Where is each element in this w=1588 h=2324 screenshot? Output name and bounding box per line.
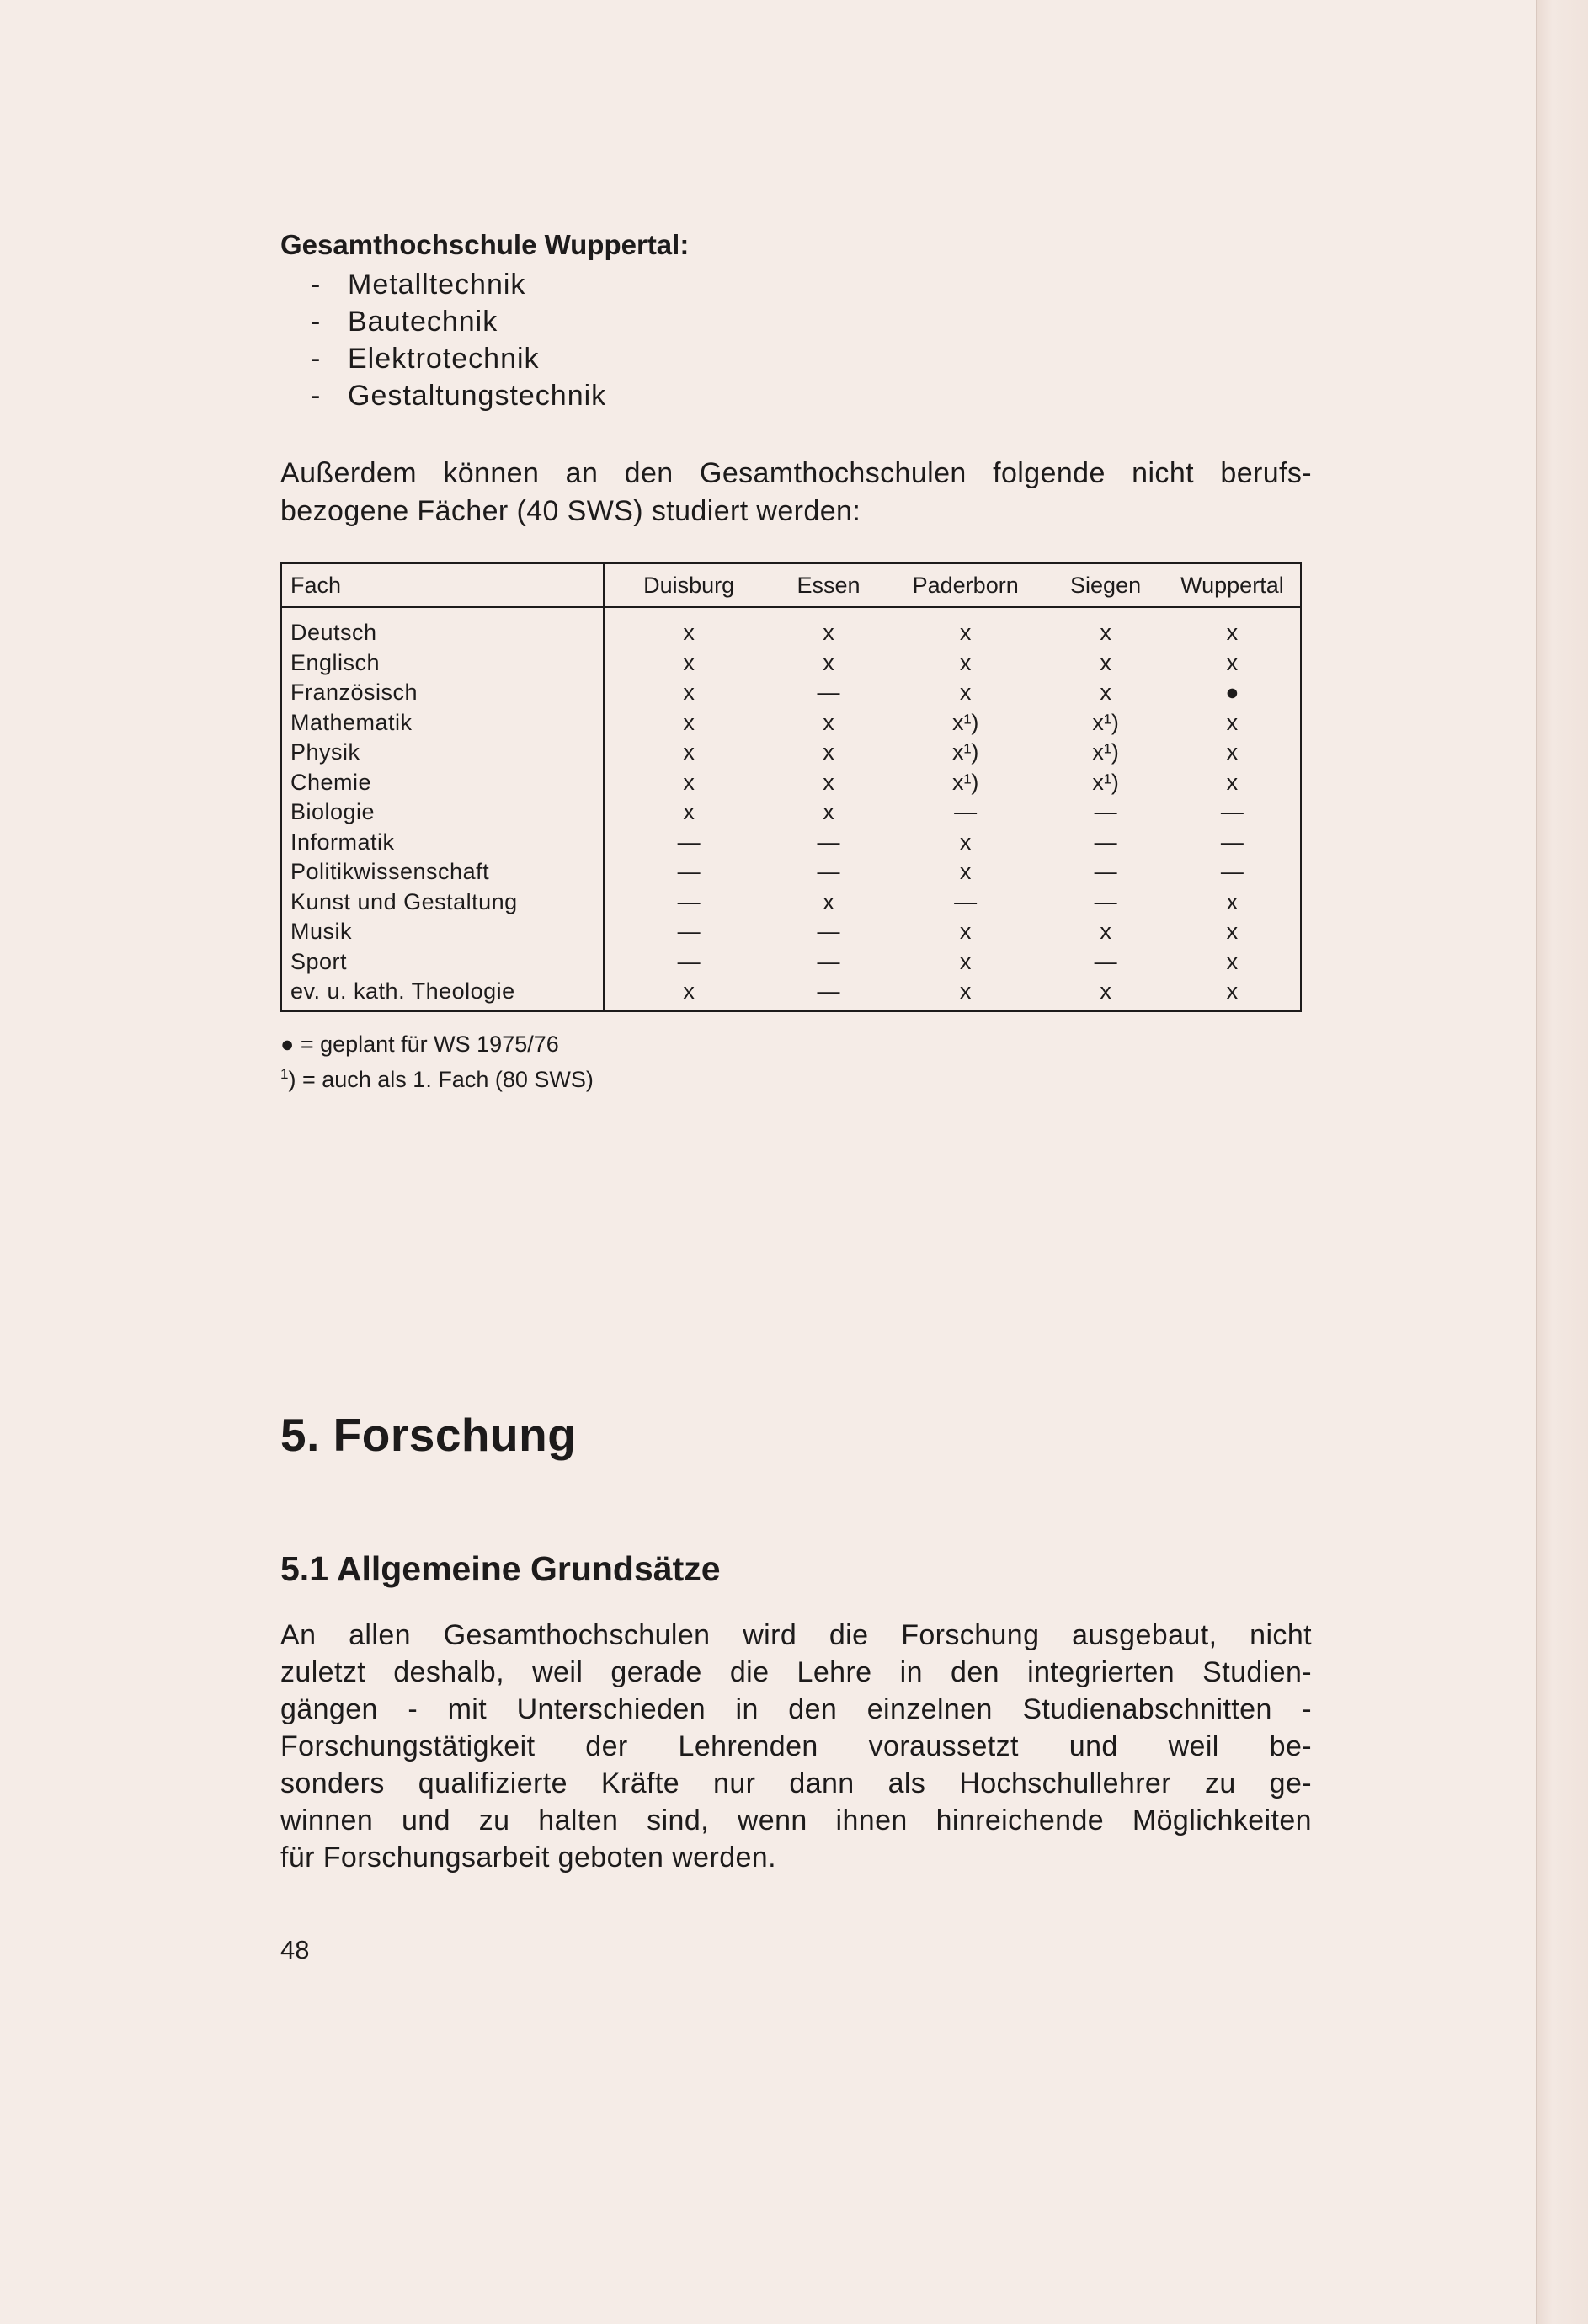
table-row xyxy=(281,887,1301,918)
table-cell: x xyxy=(1100,919,1111,944)
fach-cell: Physik xyxy=(281,738,604,768)
table-cell: ● xyxy=(1225,680,1239,705)
table-cell: x xyxy=(1226,620,1239,645)
column-header-fach: Fach xyxy=(281,563,604,607)
fach-cell: Englisch xyxy=(281,648,604,679)
table-cell: x xyxy=(823,799,834,824)
table-cell: x xyxy=(683,769,695,795)
wuppertal-program-list xyxy=(311,266,606,414)
text-line: sonders qualifizierte Kräfte nur dann als Hochschullehrer zu ge- xyxy=(280,1767,1312,1799)
text-line: bezogene Fächer (40 SWS) studiert werden: xyxy=(280,495,861,527)
table-cell: x xyxy=(1226,978,1239,1004)
table-cell: x xyxy=(1226,948,1239,974)
fach-cell: Mathematik xyxy=(281,708,604,738)
list-item: - Metalltechnik xyxy=(311,269,526,301)
wuppertal-heading: Gesamthochschule Wuppertal: xyxy=(280,229,690,260)
table-cell: — xyxy=(817,978,840,1004)
fach-cell: ev. u. kath. Theologie xyxy=(281,977,604,1011)
table-cell: x xyxy=(959,680,972,705)
table-cell: — xyxy=(677,888,701,914)
table-row xyxy=(281,738,1301,768)
column-header-essen: Essen xyxy=(773,563,884,607)
column-header-paderborn: Paderborn xyxy=(884,563,1047,607)
table-cell: — xyxy=(817,859,840,884)
fach-cell: Musik xyxy=(281,917,604,947)
table-row xyxy=(281,977,1301,1011)
table-cell: x xyxy=(1100,620,1111,645)
table-cell: — xyxy=(1220,829,1244,855)
table-cell: x xyxy=(1226,739,1239,765)
column-header-duisburg: Duisburg xyxy=(604,563,773,607)
text-line: winnen und zu halten sind, wenn ihnen hinreichende Möglichkeiten xyxy=(280,1804,1312,1836)
text-line: für Forschungsarbeit geboten werden. xyxy=(280,1842,776,1874)
body-paragraph xyxy=(280,1617,1312,1876)
table-cell: x xyxy=(1226,709,1239,735)
text-line: An allen Gesamthochschulen wird die Forschung ausgebaut, nicht xyxy=(280,1619,1312,1651)
footnote-planned: ● = geplant für WS 1975/76 xyxy=(280,1031,559,1057)
fach-cell: Französisch xyxy=(281,678,604,708)
table-cell: x xyxy=(1226,769,1239,795)
table-cell: x¹) xyxy=(951,769,979,795)
list-item: - Bautechnik xyxy=(311,306,498,338)
table-cell: x xyxy=(823,769,834,795)
table-cell: — xyxy=(1220,859,1244,884)
table-cell: x xyxy=(1100,978,1111,1004)
fach-cell: Kunst und Gestaltung xyxy=(281,887,604,918)
table-cell: x xyxy=(823,888,834,914)
table-cell: x¹) xyxy=(951,739,979,765)
text-line: Forschungstätigkeit der Lehrenden voraussetzt und weil be- xyxy=(280,1730,1312,1762)
table-cell: — xyxy=(1094,948,1117,974)
table-row xyxy=(281,828,1301,858)
table-row xyxy=(281,917,1301,947)
column-header-wuppertal: Wuppertal xyxy=(1164,563,1301,607)
fach-cell: Biologie xyxy=(281,797,604,828)
table-cell: — xyxy=(1094,829,1117,855)
table-row xyxy=(281,947,1301,978)
text-line: zuletzt deshalb, weil gerade die Lehre in den integrierten Studien- xyxy=(280,1656,1312,1688)
table-cell: x¹) xyxy=(951,709,979,735)
table-cell: x¹) xyxy=(1092,769,1119,795)
table-row xyxy=(281,708,1301,738)
table-cell: x¹) xyxy=(1092,709,1119,735)
intro-paragraph xyxy=(280,455,1312,530)
table-cell: x xyxy=(1226,649,1239,675)
table-cell: x xyxy=(683,680,695,705)
table-cell: — xyxy=(817,680,840,705)
table-cell: x xyxy=(683,620,695,645)
table-row xyxy=(281,768,1301,798)
table-cell: — xyxy=(677,919,701,944)
list-item: - Elektrotechnik xyxy=(311,343,540,375)
table-row xyxy=(281,648,1301,679)
fach-cell: Informatik xyxy=(281,828,604,858)
subject-table xyxy=(280,562,1302,1012)
table-cell: x xyxy=(823,739,834,765)
table-cell: x xyxy=(959,649,972,675)
table-cell: x xyxy=(823,649,834,675)
table-cell: x xyxy=(683,709,695,735)
table-cell: x xyxy=(683,799,695,824)
table-cell: — xyxy=(1220,799,1244,824)
list-item: - Gestaltungstechnik xyxy=(311,380,607,412)
table-cell: — xyxy=(817,948,840,974)
footnote-first-subject: $^1$) = auch als 1. Fach (80 SWS) xyxy=(280,1066,594,1092)
text-line: Außerdem können an den Gesamthochschulen folgende nicht berufs- xyxy=(280,457,1312,489)
table-cell: — xyxy=(1094,859,1117,884)
column-header-siegen: Siegen xyxy=(1047,563,1164,607)
table-cell: x xyxy=(959,829,972,855)
table-cell: x xyxy=(1100,649,1111,675)
fach-cell: Deutsch xyxy=(281,607,604,648)
table-cell: x xyxy=(1100,680,1111,705)
table-cell: x xyxy=(683,649,695,675)
table-cell: x xyxy=(959,620,972,645)
table-cell: x xyxy=(959,948,972,974)
table-cell: — xyxy=(954,888,978,914)
table-row xyxy=(281,857,1301,887)
table-cell: x¹) xyxy=(1092,739,1119,765)
page-edge xyxy=(1536,0,1588,2324)
footnotes xyxy=(280,1029,594,1095)
table-cell: x xyxy=(823,620,834,645)
subsection-title: 5.1 Allgemeine Grundsätze xyxy=(280,1549,721,1588)
table-cell: x xyxy=(823,709,834,735)
table-cell: — xyxy=(677,829,701,855)
page-number: 48 xyxy=(280,1935,310,1964)
table-row xyxy=(281,607,1301,648)
table-cell: — xyxy=(677,859,701,884)
table-cell: — xyxy=(1094,799,1117,824)
table-cell: x xyxy=(1226,919,1239,944)
fach-cell: Chemie xyxy=(281,768,604,798)
table-row xyxy=(281,678,1301,708)
table-cell: x xyxy=(959,919,972,944)
table-row xyxy=(281,797,1301,828)
text-line: gängen - mit Unterschieden in den einzelnen Studienabschnitten - xyxy=(280,1693,1312,1725)
table-cell: — xyxy=(1094,888,1117,914)
table-cell: — xyxy=(817,829,840,855)
table-cell: x xyxy=(683,978,695,1004)
table-cell: x xyxy=(959,859,972,884)
table-cell: x xyxy=(683,739,695,765)
table-cell: — xyxy=(817,919,840,944)
table-cell: x xyxy=(1226,888,1239,914)
table-header-row xyxy=(281,563,1301,607)
section-title: 5. Forschung xyxy=(280,1409,577,1461)
table-cell: x xyxy=(959,978,972,1004)
table-cell: — xyxy=(677,948,701,974)
fach-cell: Sport xyxy=(281,947,604,978)
table-cell: — xyxy=(954,799,978,824)
fach-cell: Politikwissenschaft xyxy=(281,857,604,887)
